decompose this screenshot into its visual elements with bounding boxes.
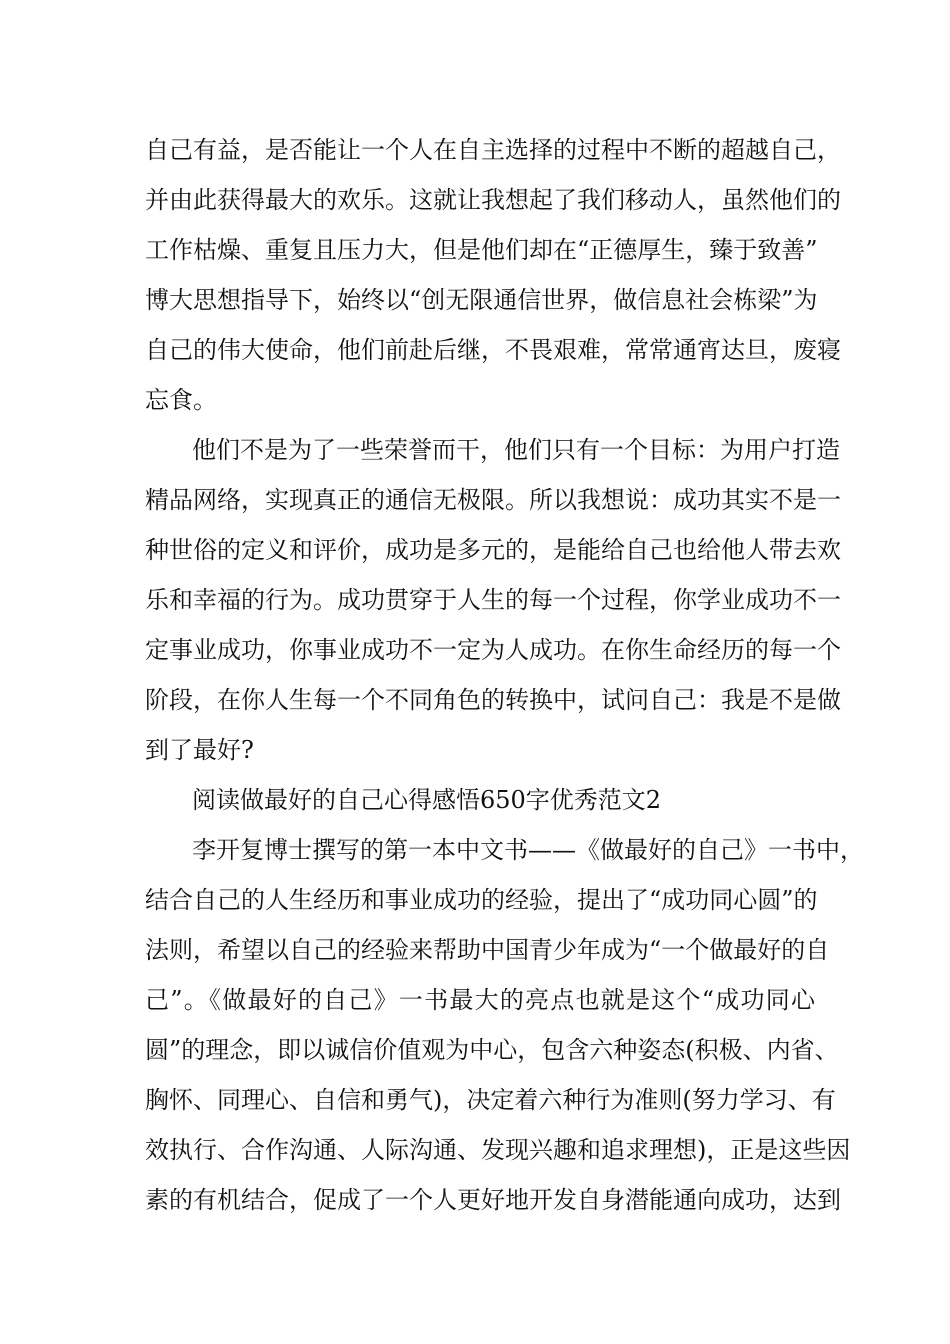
body-line-8: 精品网络，实现真正的通信无极限。所以我想说：成功其实不是一 [145, 486, 841, 514]
body-line-5: 自己的伟大使命，他们前赴后继，不畏艰难，常常通宵达旦，废寝 [145, 336, 841, 364]
body-line-21: 效执行、合作沟通、人际沟通、发现兴趣和追求理想)，正是这些因 [145, 1136, 851, 1164]
body-line-15: 李开复博士撰写的第一本中文书——《做最好的自己》一书中， [192, 836, 864, 864]
body-line-11: 定事业成功，你事业成功不一定为人成功。在你生命经历的每一个 [145, 636, 841, 664]
body-line-12: 阶段，在你人生每一个不同角色的转换中，试问自己：我是不是做 [145, 686, 841, 714]
body-line-17: 法则，希望以自己的经验来帮助中国青少年成为“一个做最好的自 [145, 936, 830, 964]
body-line-9: 种世俗的定义和评价，成功是多元的，是能给自己也给他人带去欢 [145, 536, 841, 564]
body-line-2: 并由此获得最大的欢乐。这就让我想起了我们移动人，虽然他们的 [145, 186, 841, 214]
body-line-18: 己”。《做最好的自己》一书最大的亮点也就是这个“成功同心 [145, 986, 815, 1014]
body-line-4: 博大思想指导下，始终以“创无限通信世界，做信息社会栋梁”为 [145, 286, 818, 314]
body-line-19: 圆”的理念，即以诚信价值观为中心，包含六种姿态(积极、内省、 [145, 1036, 839, 1064]
body-line-13: 到了最好? [145, 736, 254, 764]
body-line-16: 结合自己的人生经历和事业成功的经验，提出了“成功同心圆”的 [145, 886, 818, 914]
body-line-20: 胸怀、同理心、自信和勇气)，决定着六种行为准则(努力学习、有 [145, 1086, 836, 1114]
body-line-3: 工作枯燥、重复且压力大，但是他们却在“正德厚生，臻于致善” [145, 236, 818, 264]
body-line-7: 他们不是为了一些荣誉而干，他们只有一个目标：为用户打造 [192, 436, 840, 464]
body-line-22: 素的有机结合，促成了一个人更好地开发自身潜能通向成功，达到 [145, 1186, 841, 1214]
body-line-6: 忘食。 [145, 386, 217, 414]
section-heading: 阅读做最好的自己心得感悟650字优秀范文2 [192, 786, 662, 814]
body-line-10: 乐和幸福的行为。成功贯穿于人生的每一个过程，你学业成功不一 [145, 586, 841, 614]
body-line-1: 自己有益，是否能让一个人在自主选择的过程中不断的超越自己， [145, 136, 841, 164]
